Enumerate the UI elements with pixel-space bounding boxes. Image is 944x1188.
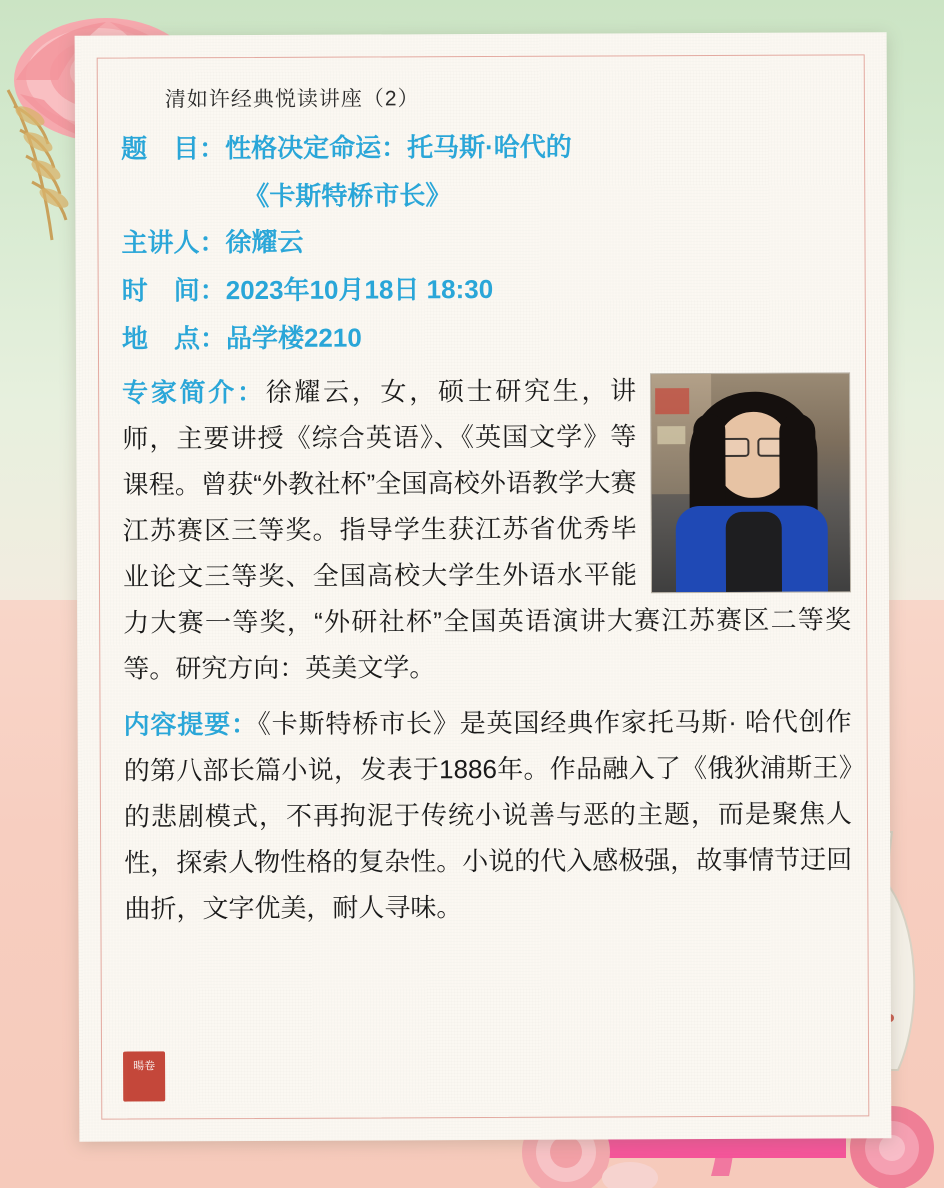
speaker-bio-body: 徐耀云，女，硕士研究生，讲师，主要讲授《综合英语》、《英国文学》等课程。曾获“外教社杯”全国高校外语教学大赛江苏赛区三等奖。指导学生获江苏省优秀毕业论文三等奖、全国高校大学生外语水平能力大赛一等奖，“外研社杯”全国英语演讲大赛江苏赛区二等奖等。研究方向：英美文学。 (122, 375, 852, 684)
field-row-time (122, 264, 850, 313)
paper-sheet (75, 32, 892, 1142)
speaker-bio-label: 专家简介： (122, 376, 266, 408)
field-value-speaker: 徐耀云 (225, 226, 304, 258)
field-label-speaker: 主讲人： (121, 227, 226, 258)
field-row-title (121, 122, 849, 171)
speaker-bio-block (122, 366, 851, 691)
field-value-title-line2: 《卡斯特桥市长》 (243, 180, 452, 212)
seal-stamp: 暘卷 (123, 1051, 165, 1101)
field-label-title: 题 目： (121, 133, 226, 164)
field-value-title: 性格决定命运：托马斯·哈代的 (225, 131, 572, 164)
poster-kicker: 清如许经典悦读讲座（2） (164, 87, 420, 112)
speaker-portrait (650, 372, 851, 593)
content-summary-label: 内容提要： (123, 708, 258, 740)
content-summary-body: 《卡斯特桥市长》是英国经典作家托马斯· 哈代创作的第八部长篇小说，发表于1886年。作品融入了《俄狄浦斯王》的悲剧模式，不再拘泥于传统小说善与恶的主题，而是聚焦人性，探索人物性格的复杂性。小说的代入感极强，故事情节迂回曲折，文字优美，耐人寻味。 (123, 706, 853, 924)
poster-content (121, 72, 854, 1111)
field-label-time: 时 间： (121, 275, 226, 306)
field-value-time: 2023年10月18日 18:30 (225, 273, 494, 306)
field-row-speaker (121, 216, 849, 265)
content-summary-block (123, 698, 852, 931)
field-row-location (122, 312, 850, 361)
field-value-location: 品学楼2210 (225, 322, 362, 354)
field-label-location: 地 点： (121, 323, 226, 354)
